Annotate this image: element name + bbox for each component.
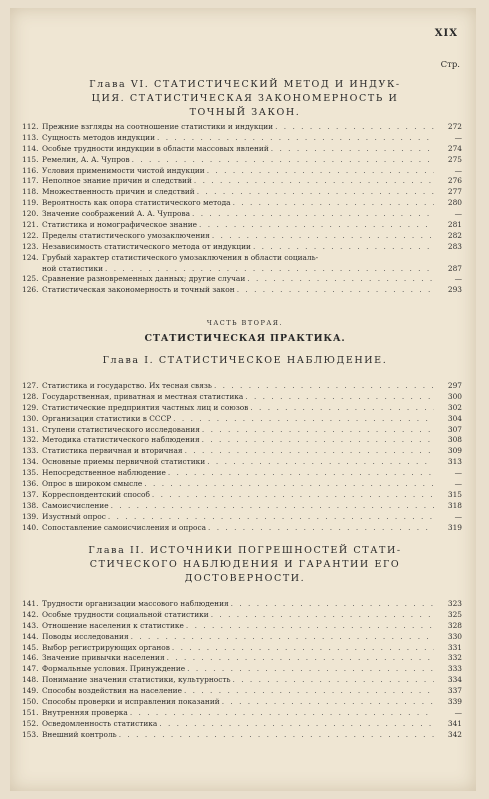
entry-number: 149. xyxy=(22,686,39,696)
entry-number: 112. xyxy=(22,121,39,131)
entry-number: 134. xyxy=(22,457,39,467)
entry-page: 332 xyxy=(447,653,462,663)
page-folio: XIX xyxy=(434,28,458,39)
chapter-1-entries xyxy=(22,381,462,533)
toc-entry xyxy=(22,231,462,242)
entry-title: Трудности организации массового наблюдения xyxy=(42,598,229,608)
entry-number: 137. xyxy=(22,489,39,499)
entry-title: Способы воздействия на население xyxy=(42,686,182,696)
toc-entry xyxy=(22,403,462,414)
entry-number: 153. xyxy=(22,729,39,739)
toc-entry xyxy=(22,381,462,392)
entry-page: 276 xyxy=(447,176,462,186)
entry-title: Основные приемы первичной статистики xyxy=(42,457,206,467)
entry-title: Внешний контроль xyxy=(42,729,117,739)
entry-page: 341 xyxy=(447,718,462,728)
toc-entry xyxy=(22,468,462,479)
leader-dots xyxy=(208,523,434,534)
entry-page: 300 xyxy=(447,391,462,401)
entry-page: 309 xyxy=(447,446,462,456)
chapter-6-title-line: ТОЧНЫЙ ЗАКОН. xyxy=(189,107,301,118)
entry-title: Независимость статистического метода от индукции xyxy=(42,241,251,251)
entry-number: 138. xyxy=(22,500,39,510)
toc-entry xyxy=(22,285,462,296)
entry-page: 319 xyxy=(447,522,462,532)
entry-title: Ступени статистического исследования xyxy=(42,424,200,434)
entry-title: Поводы исследования xyxy=(42,631,129,641)
leader-dots xyxy=(233,198,434,209)
toc-entry xyxy=(22,523,462,534)
entry-page: 315 xyxy=(447,489,462,499)
entry-title: Непосредственное наблюдение xyxy=(42,468,166,478)
entry-title: Сравнение разновременных данных; другие случаи xyxy=(42,274,246,284)
leader-dots xyxy=(245,392,434,403)
toc-entry xyxy=(22,133,462,144)
entry-number: 129. xyxy=(22,402,39,412)
entry-title: Прежние взгляды на соотношение статистики и индукции xyxy=(42,121,274,131)
entry-page: 339 xyxy=(447,697,462,706)
entry-number: 152. xyxy=(22,718,39,728)
entry-number: 128. xyxy=(22,391,39,401)
toc-entry xyxy=(22,697,462,708)
chapter-2-title-line: ДОСТОВЕРНОСТИ. xyxy=(184,573,306,584)
toc-entry xyxy=(22,242,462,253)
entry-number: 121. xyxy=(22,220,39,229)
leader-dots xyxy=(187,664,434,675)
entry-title: Ремелин, А. А. Чупров xyxy=(42,154,130,164)
entry-page: 293 xyxy=(447,285,462,295)
entry-title: Значение соображений А. А. Чупрова xyxy=(42,209,191,219)
toc-entry xyxy=(22,643,462,654)
chapter-6-heading xyxy=(30,78,460,120)
entry-title: Корреспондентский способ xyxy=(42,489,150,499)
leader-dots xyxy=(157,133,434,144)
entry-page: — xyxy=(454,274,462,284)
entry-title: Особые трудности социальной статистики xyxy=(42,609,209,619)
entry-page: — xyxy=(454,165,462,175)
toc-entry xyxy=(22,274,462,285)
entry-title: Методика статистического наблюдения xyxy=(42,435,200,445)
entry-title: Неполное знание причин и следствий xyxy=(42,176,192,186)
toc-entry xyxy=(22,122,462,133)
entry-page: — xyxy=(454,707,462,717)
leader-dots xyxy=(144,479,434,490)
entry-number: 130. xyxy=(22,413,39,423)
leader-dots xyxy=(152,490,434,501)
toc-entry xyxy=(22,209,462,220)
entry-number: 119. xyxy=(22,198,39,208)
toc-entry xyxy=(22,632,462,643)
toc-entry xyxy=(22,446,462,457)
toc-entry xyxy=(22,220,462,231)
entry-number: 135. xyxy=(22,468,39,478)
toc-entry xyxy=(22,166,462,177)
entry-title: Опрос в широком смысле xyxy=(42,479,143,488)
leader-dots xyxy=(250,403,434,414)
entry-number: 123. xyxy=(22,241,39,251)
entry-number: 122. xyxy=(22,230,39,240)
chapter-2-title-line: Глава II. ИСТОЧНИКИ ПОГРЕШНОСТЕЙ СТАТИ- xyxy=(88,545,402,556)
leader-dots xyxy=(130,708,434,719)
leader-dots xyxy=(202,425,434,436)
chapter-6-title-line: Глава VI. СТАТИСТИЧЕСКИЙ МЕТОД И ИНДУК- xyxy=(89,79,401,90)
entry-title: Осведомленность статистика xyxy=(42,718,158,728)
entry-number: 145. xyxy=(22,642,39,652)
entry-number: 120. xyxy=(22,209,39,219)
toc-entry xyxy=(22,155,462,166)
leader-dots xyxy=(108,512,434,523)
part-title: СТАТИСТИЧЕСКАЯ ПРАКТИКА. xyxy=(144,333,346,344)
toc-entry xyxy=(22,610,462,621)
leader-dots xyxy=(173,414,434,425)
entry-page: — xyxy=(454,468,462,478)
chapter-1-heading xyxy=(30,354,460,368)
leader-dots xyxy=(222,697,434,708)
entry-page: 275 xyxy=(447,154,462,164)
entry-title-continuation: ной статистики xyxy=(42,263,103,273)
leader-dots xyxy=(184,686,434,697)
toc-entry xyxy=(22,664,462,675)
entry-title: Статистика первичная и вторичная xyxy=(42,446,183,456)
leader-dots xyxy=(168,468,434,479)
entry-title: Статистическая закономерность и точный закон xyxy=(42,285,235,295)
leader-dots xyxy=(237,285,434,296)
leader-dots xyxy=(214,381,434,392)
toc-entry xyxy=(22,144,462,155)
entry-title: Организация статистики в СССР xyxy=(42,413,172,423)
toc-entry-continuation xyxy=(22,264,462,275)
entry-title: Статистика и государство. Их тесная связь xyxy=(42,380,212,390)
entry-title: Значение привычки населения xyxy=(42,653,165,663)
entry-number: 144. xyxy=(22,631,39,641)
entry-page: 333 xyxy=(447,664,462,674)
entry-number: 150. xyxy=(22,697,39,706)
entry-number: 127. xyxy=(22,380,39,390)
leader-dots xyxy=(172,643,434,654)
entry-page: 308 xyxy=(447,435,462,445)
entry-page: 297 xyxy=(447,380,462,390)
entry-page: 302 xyxy=(447,402,462,412)
entry-page: 272 xyxy=(447,121,462,131)
entry-page: 304 xyxy=(447,413,462,423)
leader-dots xyxy=(194,176,434,187)
leader-dots xyxy=(132,155,434,166)
chapter-2-title-line: СТИЧЕСКОГО НАБЛЮДЕНИЯ И ГАРАНТИИ ЕГО xyxy=(89,559,401,570)
leader-dots xyxy=(247,274,434,285)
entry-number: 113. xyxy=(22,132,39,142)
leader-dots xyxy=(233,675,435,686)
leader-dots xyxy=(186,621,434,632)
entry-number: 151. xyxy=(22,707,39,717)
entry-page: 283 xyxy=(447,241,462,251)
entry-number: 148. xyxy=(22,675,39,685)
toc-entry xyxy=(22,253,462,264)
entry-page: 277 xyxy=(447,187,462,197)
leader-dots xyxy=(185,446,434,457)
entry-title: Множественность причин и следствий xyxy=(42,187,195,197)
chapter-2-heading xyxy=(30,544,460,586)
chapter-6-title-line: ЦИЯ. СТАТИСТИЧЕСКАЯ ЗАКОНОМЕРНОСТЬ И xyxy=(91,93,399,104)
entry-number: 114. xyxy=(22,143,39,153)
leader-dots xyxy=(212,231,434,242)
toc-entry xyxy=(22,187,462,198)
leader-dots xyxy=(207,166,434,177)
entry-number: 140. xyxy=(22,522,39,532)
entry-number: 125. xyxy=(22,274,39,284)
entry-title: Сущность методов индукции xyxy=(42,132,155,142)
toc-entry xyxy=(22,708,462,719)
entry-number: 133. xyxy=(22,446,39,456)
leader-dots xyxy=(111,501,434,512)
entry-page: 313 xyxy=(447,457,462,467)
leader-dots xyxy=(192,209,434,220)
entry-number: 118. xyxy=(22,187,39,197)
entry-page: 328 xyxy=(447,620,462,630)
toc-entry xyxy=(22,176,462,187)
toc-entry xyxy=(22,457,462,468)
entry-title: Выбор регистрирующих органов xyxy=(42,642,170,652)
toc-entry xyxy=(22,675,462,686)
part-label: ЧАСТЬ ВТОРАЯ. xyxy=(206,319,284,327)
entry-page: 323 xyxy=(447,598,462,608)
entry-title: Грубый характер статистического умозаключения в области социаль- xyxy=(42,252,319,262)
entry-title: Понимание значения статистики, культурность xyxy=(42,675,231,685)
toc-entry xyxy=(22,686,462,697)
entry-number: 142. xyxy=(22,609,39,619)
toc-entry xyxy=(22,392,462,403)
toc-entry xyxy=(22,730,462,741)
entry-number: 143. xyxy=(22,620,39,630)
leader-dots xyxy=(207,457,434,468)
toc-entry xyxy=(22,425,462,436)
entry-page: — xyxy=(454,479,462,488)
entry-title: Пределы статистического умозаключения xyxy=(42,230,210,240)
leader-dots xyxy=(119,730,434,741)
entry-page: — xyxy=(454,511,462,521)
entry-title: Отношение населения к статистике xyxy=(42,620,184,630)
entry-number: 132. xyxy=(22,435,39,445)
entry-page: — xyxy=(454,132,462,142)
toc-entry xyxy=(22,414,462,425)
toc-entry xyxy=(22,198,462,209)
leader-dots xyxy=(167,653,434,664)
entry-page: 274 xyxy=(447,143,462,153)
leader-dots xyxy=(159,719,434,730)
entry-title: Внутренняя проверка xyxy=(42,707,128,717)
toc-entry xyxy=(22,479,462,490)
entry-page: 330 xyxy=(447,631,462,641)
entry-number: 136. xyxy=(22,479,39,488)
entry-title: Условия применимости чистой индукции xyxy=(42,165,205,175)
leader-dots xyxy=(211,610,434,621)
entry-number: 146. xyxy=(22,653,39,663)
entry-page: — xyxy=(454,209,462,219)
entry-number: 117. xyxy=(22,176,39,186)
entry-page: 282 xyxy=(447,230,462,240)
toc-entry xyxy=(22,719,462,730)
entry-number: 141. xyxy=(22,598,39,608)
page-column-label: Стр. xyxy=(440,60,460,70)
leader-dots xyxy=(231,599,434,610)
chapter-1-title-line: Глава I. СТАТИСТИЧЕСКОЕ НАБЛЮДЕНИЕ. xyxy=(102,355,388,366)
entry-page: 342 xyxy=(447,729,462,739)
chapter-2-entries xyxy=(22,599,462,741)
entry-page: 287 xyxy=(447,263,462,273)
entry-page: 331 xyxy=(447,642,462,652)
leader-dots xyxy=(105,264,434,275)
toc-entry xyxy=(22,490,462,501)
entry-page: 337 xyxy=(447,686,462,696)
entry-title: Сопоставление самоисчисления и опроса xyxy=(42,522,206,532)
entry-title: Вероятность как опора статистического метода xyxy=(42,198,231,208)
entry-title: Способы проверки и исправления показаний xyxy=(42,697,220,706)
entry-number: 147. xyxy=(22,664,39,674)
entry-title: Особые трудности индукции в области массовых явлений xyxy=(42,143,269,153)
leader-dots xyxy=(253,242,434,253)
leader-dots xyxy=(271,144,434,155)
entry-title: Самоисчисление xyxy=(42,500,109,510)
entry-title: Формальные условия. Принуждение xyxy=(42,664,186,674)
entry-title: Государственная, приватная и местная статистика xyxy=(42,391,244,401)
entry-page: 307 xyxy=(447,424,462,434)
leader-dots xyxy=(202,435,434,446)
toc-entry xyxy=(22,599,462,610)
entry-title: Статистика и номографическое знание xyxy=(42,220,198,229)
book-page xyxy=(10,8,476,791)
leader-dots xyxy=(275,122,434,133)
entry-number: 116. xyxy=(22,165,39,175)
entry-page: 318 xyxy=(447,500,462,510)
entry-page: 325 xyxy=(447,609,462,619)
leader-dots xyxy=(199,220,434,231)
entry-page: 334 xyxy=(447,675,462,685)
leader-dots xyxy=(131,632,434,643)
entry-page: 281 xyxy=(447,220,462,229)
toc-entry xyxy=(22,435,462,446)
entry-title: Статистические предприятия частных лиц и союзов xyxy=(42,402,249,412)
entry-number: 126. xyxy=(22,285,39,295)
toc-entry xyxy=(22,501,462,512)
chapter-6-entries xyxy=(22,122,462,296)
entry-number: 115. xyxy=(22,154,39,164)
entry-number: 139. xyxy=(22,511,39,521)
leader-dots xyxy=(197,187,434,198)
entry-title: Изустный опрос xyxy=(42,511,106,521)
toc-entry xyxy=(22,512,462,523)
toc-entry xyxy=(22,653,462,664)
entry-number: 131. xyxy=(22,424,39,434)
entry-page: 280 xyxy=(447,198,462,208)
toc-entry xyxy=(22,621,462,632)
entry-number: 124. xyxy=(22,252,39,262)
